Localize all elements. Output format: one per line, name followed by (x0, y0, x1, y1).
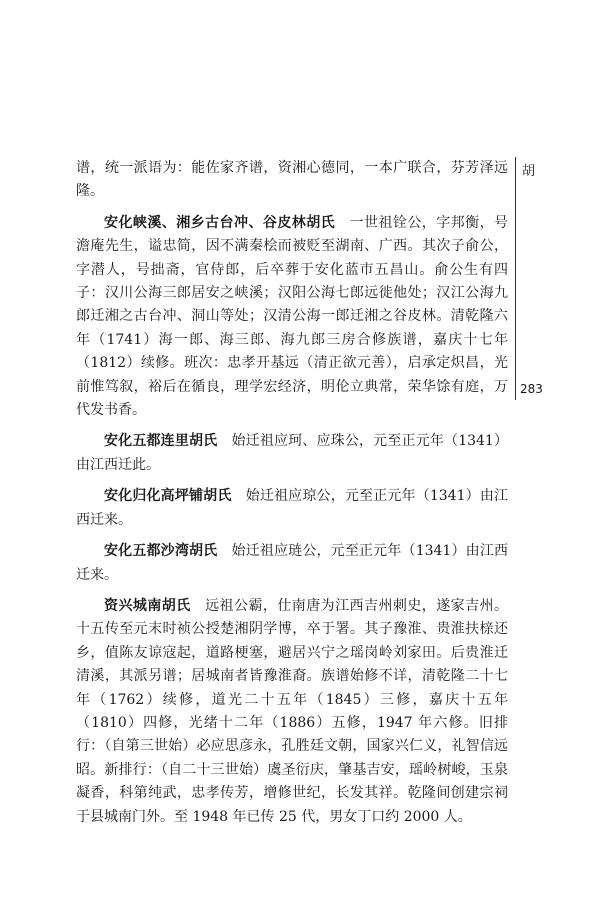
entry-text: 始迁祖应珂、应珠公，元至正元年（1341）由江西迁此。 (76, 433, 508, 473)
entry-heading: 安化峡溪、湘乡古台冲、谷皮林胡氏 (104, 214, 336, 231)
entry-text: 一世祖铨公，字邦衡，号澹庵先生，谥忠简，因不满秦桧而被贬至湖南、广西。其次子俞公，字潜人，号拙斋，官侍郎，后卒葬于安化蓝市五昌山。俞公生有四子：汉川公海三郎居安之峡溪；汉阳公海七郎远徙他处；汉江公海九郎迁湘之古台冲、洞山等处；汉清公海一郎迁湘之谷皮林。清乾隆六年（1741）海一郎、海三郎、海九郎三房合修族谱，嘉庆十七年（1812）续修。班次：忠孝开基远（清正欲元善），启承定炽昌，光前惟笃叙，裕后在循良，理学宏经济，明伦立典常，荣华馀有庭，万代发书香。 (76, 214, 509, 419)
entry-heading: 安化五都连里胡氏 (104, 433, 218, 450)
entry-heading: 安化五都沙湾胡氏 (104, 543, 218, 560)
entry-anhua-gaopingpu (76, 485, 508, 532)
margin-rule (515, 157, 516, 400)
entry-anhua-lianli (76, 430, 508, 477)
entry-text: 始迁祖应琼公，元至正元年（1341）由江西迁来。 (76, 488, 508, 528)
page-number: 283 (520, 382, 543, 396)
entry-heading: 资兴城南胡氏 (104, 597, 191, 614)
body-text (76, 157, 508, 837)
paragraph-continuation (76, 157, 508, 204)
entry-heading: 安化归化高坪铺胡氏 (104, 488, 232, 505)
entry-text: 远祖公霸，仕南唐为江西吉州刺史，遂家吉州。十五传至元末时祯公授楚湘阴学博，卒于署。其子豫淮、贵淮扶榇还乡，值陈友谅寇起，道路梗塞，避居兴宁之瑶岗岭刘家田。后贵淮迁清溪，其派另谱；居城南者皆豫淮裔。族谱始修不详，清乾隆二十七年（1762）续修，道光二十五年（1845）三修，嘉庆十五年（1810）四修，光绪十二年（1886）五修，1947 年六修。旧排行：（自第三世始）必应思彦永，孔胜廷文朝，国家兴仁义，礼智信远昭。新排行：（自二十三世始）虞圣衍庆，肇基吉安，瑶岭树峻，玉泉凝香，科第纯武，忠孝传芳，增修世纪，长发其祥。乾隆间创建宗祠于县城南门外。至 1948 年已传 25 代，男女丁口约 2000 人。 (76, 597, 509, 825)
paragraph-text: 谱，统一派语为：能佐家齐谱，资湘心德同，一本广联合，芬芳泽远隆。 (76, 160, 508, 200)
entry-text: 始迁祖应琏公，元至正元年（1341）由江西迁来。 (76, 543, 508, 583)
running-head-char: 胡 (522, 164, 536, 179)
entry-anhua-shawan (76, 540, 508, 587)
entry-anhua-xiaxi (76, 212, 508, 423)
entry-zixing-chengnan (76, 595, 508, 829)
